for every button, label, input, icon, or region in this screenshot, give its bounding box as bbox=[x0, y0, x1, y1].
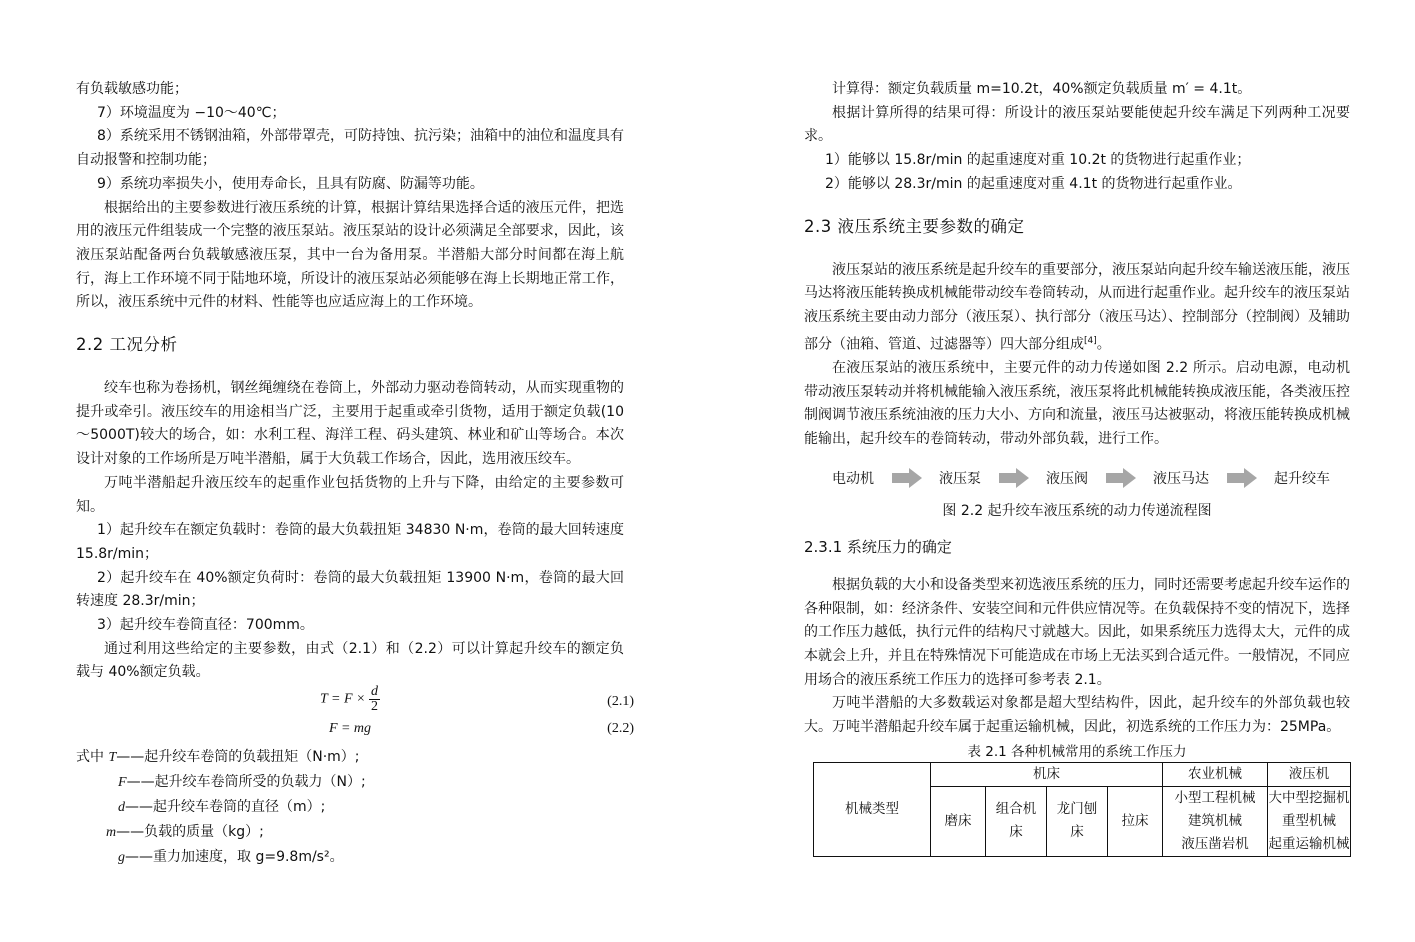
paragraph: 根据计算所得的结果可得：所设计的液压泵站要能使起升绞车满足下列两种工况要求。 bbox=[804, 104, 1350, 145]
table-caption: 表 2.1 各种机械常用的系统工作压力 bbox=[967, 743, 1187, 760]
fraction bbox=[369, 685, 380, 714]
list-item: 9）系统功率损失小，使用寿命长，且具有防腐、防漏等功能。 bbox=[97, 175, 484, 192]
equation-lhs: T = F × bbox=[320, 691, 366, 707]
equation-2-1 bbox=[76, 684, 634, 719]
definition-item bbox=[76, 770, 624, 795]
list-item: 8）系统采用不锈钢油箱，外部带罩壳，可防持蚀、抗污染；油箱中的油位和温度具有自动报警和控制功能； bbox=[76, 128, 624, 169]
list-item: 2）起升绞车在 40%额定负荷时：卷筒的最大负载扭矩 13900 N·m，卷筒的最大回转速度 28.3r/min； bbox=[76, 569, 624, 610]
definition-item bbox=[76, 820, 624, 845]
flow-node-motor: 电动机 bbox=[832, 470, 874, 487]
fraction-numerator: d bbox=[370, 684, 378, 700]
symbol: T bbox=[108, 750, 117, 766]
subsection-heading-2-3-1: 2.3.1 系统压力的确定 bbox=[804, 537, 952, 556]
definition-text: ——起升绞车卷筒的直径（m）; bbox=[125, 799, 326, 816]
equation-number: (2.1) bbox=[607, 694, 634, 710]
table-cell: 拉床 bbox=[1108, 786, 1163, 856]
definition-item bbox=[76, 745, 624, 770]
table-cell bbox=[1163, 786, 1268, 856]
flow-arrow-icon bbox=[999, 468, 1029, 488]
table-cell: 龙门刨床 bbox=[1047, 786, 1108, 856]
list-item: 3）起升绞车卷筒直径：700mm。 bbox=[97, 617, 314, 634]
table-cell: 组合机床 bbox=[986, 786, 1047, 856]
paragraph: 通过利用这些给定的主要参数，由式（2.1）和（2.2）可以计算起升绞车的额定负载与 40%额定负载。 bbox=[76, 640, 624, 681]
table-cell-line: 液压凿岩机 bbox=[1181, 835, 1249, 852]
table-group-header: 农业机械 bbox=[1163, 762, 1268, 786]
paragraph: 在液压泵站的液压系统中，主要元件的动力传递如图 2.2 所示。启动电源，电动机带动液压泵转动并将机械能输入液压系统，液压泵将此机械能转换成液压能，各类液压控制阀调节液压系统油液的压力大小、方向和流量，液压马达被驱动，将液压能转换成机械能输出，起升绞车的卷筒转动，带动外部负载，进行工作。 bbox=[804, 359, 1350, 448]
flow-node-hydraulic-motor: 液压马达 bbox=[1153, 470, 1209, 487]
figure-caption: 图 2.2 起升绞车液压系统的动力传递流程图 bbox=[942, 502, 1212, 519]
symbol: d bbox=[118, 800, 125, 816]
definition-text: ——负载的质量（kg）; bbox=[116, 824, 264, 841]
equation-body: F = mg bbox=[328, 721, 372, 737]
table-cell bbox=[1268, 786, 1351, 856]
table-row bbox=[814, 762, 1351, 786]
pressure-table bbox=[813, 762, 1351, 857]
table-group-header: 液压机 bbox=[1268, 762, 1351, 786]
table-cell-line: 重型机械 bbox=[1282, 812, 1336, 829]
paragraph: 万吨半潜船起升液压绞车的起重作业包括货物的上升与下降，由给定的主要参数可知。 bbox=[76, 474, 624, 515]
symbol: m bbox=[106, 825, 117, 841]
definition-item bbox=[76, 795, 624, 820]
table-cell-line: 建筑机械 bbox=[1188, 812, 1242, 829]
flow-node-winch: 起升绞车 bbox=[1274, 470, 1330, 487]
paragraph-text: 液压泵站的液压系统是起升绞车的重要部分，液压泵站向起升绞车输送液压能，液压马达将液压能转换成机械能带动绞车卷筒转动，从而进行起重作业。起升绞车的液压泵站液压系统主要由动力部分（液压泵）、执行部分（液压马达）、控制部分（控制阀）及辅助部分（油箱、管道、过滤器等）四大部分组成 bbox=[804, 261, 1350, 353]
table-row-header: 机械类型 bbox=[814, 762, 931, 856]
paragraph: 有负载敏感功能； bbox=[76, 81, 188, 97]
flow-arrow-icon bbox=[1227, 468, 1257, 488]
table-cell-line: 大中型挖掘机 bbox=[1268, 789, 1350, 806]
symbol-definitions bbox=[76, 745, 624, 870]
table-group-header: 机床 bbox=[931, 762, 1163, 786]
table-cell-line: 小型工程机械 bbox=[1174, 789, 1256, 806]
section-heading-2-2: 2.2 工况分析 bbox=[76, 335, 178, 355]
paragraph: 计算得：额定负载质量 m=10.2t，40%额定负载质量 m′ = 4.1t。 bbox=[832, 81, 1252, 97]
right-column bbox=[804, 78, 1350, 857]
equation-2-2 bbox=[76, 719, 634, 745]
equation-number: (2.2) bbox=[607, 721, 634, 737]
flow-node-pump: 液压泵 bbox=[939, 470, 981, 487]
paragraph: 根据给出的主要参数进行液压系统的计算，根据计算结果选择合适的液压元件，把选用的液压元件组装成一个完整的液压泵站。液压泵站的设计必须满足全部要求，因此，该液压泵站配备两台负载敏感液压泵，其中一台为备用泵。半潜船大部分时间都在海上航行，海上工作环境不同于陆地环境，所设计的液压泵站必须能够在海上长期地正常工作，所以，液压系统中元件的材料、性能等也应适应海上的工作环境。 bbox=[76, 199, 624, 311]
citation-ref: [4] bbox=[1084, 335, 1097, 346]
section-heading-2-3: 2.3 液压系统主要参数的确定 bbox=[804, 216, 1025, 236]
definition-prefix: 式中 bbox=[76, 749, 109, 766]
definition-item bbox=[76, 845, 624, 870]
list-item: 7）环境温度为 −10～40℃； bbox=[97, 104, 286, 121]
list-item: 2）能够以 28.3r/min 的起重速度对重 4.1t 的货物进行起重作业。 bbox=[825, 175, 1242, 192]
paragraph: 绞车也称为卷扬机，钢丝绳缠绕在卷筒上，外部动力驱动卷筒转动，从而实现重物的提升或牵引。液压绞车的用途相当广泛，主要用于起重或牵引货物，适用于额定负载(10～5000T)较大的场合，如：水利工程、海洋工程、码头建筑、林业和矿山等场合。本次设计对象的工作场所是万吨半潜船，属于大负载工作场合，因此，选用液压绞车。 bbox=[76, 380, 624, 468]
fraction-denominator: 2 bbox=[370, 699, 378, 715]
table-cell-line: 起重运输机械 bbox=[1268, 835, 1350, 852]
list-item: 1）能够以 15.8r/min 的起重速度对重 10.2t 的货物进行起重作业； bbox=[825, 152, 1251, 169]
power-flow-diagram bbox=[832, 466, 1330, 490]
definition-text: ——重力加速度，取 g=9.8m/s²。 bbox=[125, 849, 344, 866]
symbol: g bbox=[118, 850, 125, 866]
paragraph: 根据负载的大小和设备类型来初选液压系统的压力，同时还需要考虑起升绞车运作的各种限制，如：经济条件、安装空间和元件供应情况等。在负载保持不变的情况下，选择的工作压力越低，执行元件的结构尺寸就越大。因此，如果系统压力选得太大，元件的成本就会上升，并且在特殊情况下可能造成在市场上无法买到合适元件。一般情况，不同应用场合的液压系统工作压力的选择可参考表 2.1。 bbox=[804, 576, 1350, 688]
paragraph: 万吨半潜船的大多数载运对象都是超大型结构件，因此，起升绞车的外部负载也较大。万吨半潜船起升绞车属于起重运输机械，因此，初选系统的工作压力为：25MPa。 bbox=[804, 695, 1350, 736]
table-cell: 磨床 bbox=[931, 786, 986, 856]
left-column bbox=[76, 78, 634, 870]
list-item: 1）起升绞车在额定负载时：卷筒的最大负载扭矩 34830 N·m，卷筒的最大回转速度 15.8r/min； bbox=[76, 522, 624, 562]
symbol: F bbox=[118, 775, 127, 791]
definition-text: ——起升绞车卷筒所受的负载力（N）; bbox=[126, 774, 366, 791]
paragraph bbox=[804, 259, 1350, 357]
flow-arrow-icon bbox=[1106, 468, 1136, 488]
paragraph-end: 。 bbox=[1096, 336, 1111, 353]
definition-text: ——起升绞车卷筒的负载扭矩（N·m）; bbox=[116, 749, 360, 766]
flow-node-valve: 液压阀 bbox=[1046, 470, 1088, 487]
flow-arrow-icon bbox=[892, 468, 922, 488]
